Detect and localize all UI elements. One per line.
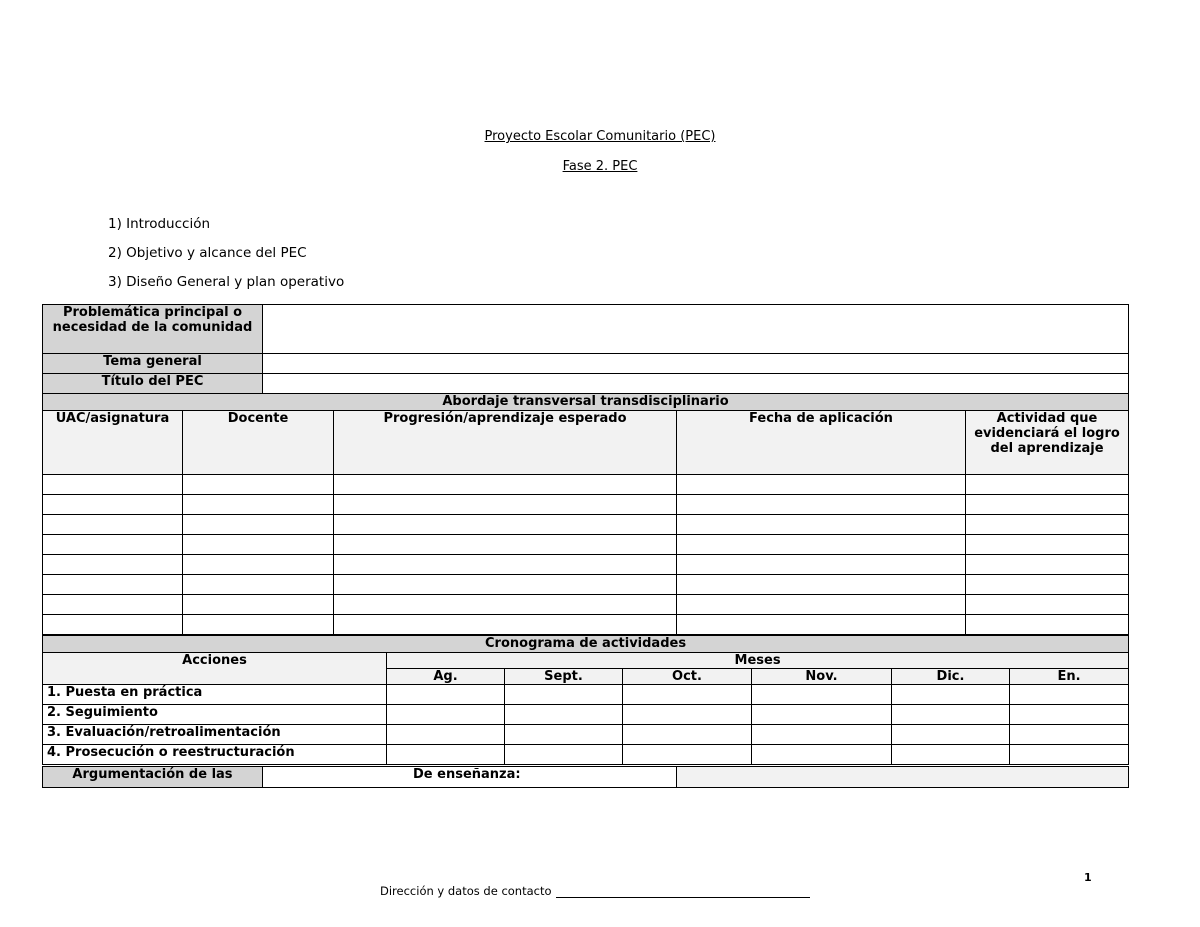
teacher-cell[interactable] (183, 555, 334, 575)
topic-field[interactable] (263, 354, 1129, 374)
month-cell[interactable] (752, 745, 892, 765)
month-cell[interactable] (623, 705, 752, 725)
contact-footer (380, 884, 810, 898)
month-nov: Nov. (752, 669, 892, 685)
uac-cell[interactable] (43, 515, 183, 535)
month-cell[interactable] (1010, 705, 1129, 725)
activity-cell[interactable] (966, 535, 1129, 555)
table-row (43, 705, 1129, 725)
section-objective: 2) Objetivo y alcance del PEC (108, 245, 307, 261)
col-activity: Actividad que evidenciará el logro del aprendizaje (966, 411, 1129, 475)
table-row (43, 725, 1129, 745)
activity-cell[interactable] (966, 555, 1129, 575)
activity-cell[interactable] (966, 595, 1129, 615)
teacher-cell[interactable] (183, 575, 334, 595)
progression-cell[interactable] (334, 495, 677, 515)
col-teacher: Docente (183, 411, 334, 475)
date-cell[interactable] (677, 515, 966, 535)
month-dec: Dic. (892, 669, 1010, 685)
progression-cell[interactable] (334, 615, 677, 635)
document-subtitle: Fase 2. PEC (562, 159, 638, 174)
date-cell[interactable] (677, 535, 966, 555)
pec-title-field[interactable] (263, 374, 1129, 394)
month-cell[interactable] (892, 685, 1010, 705)
month-cell[interactable] (387, 725, 505, 745)
month-cell[interactable] (387, 745, 505, 765)
month-aug: Ag. (387, 669, 505, 685)
action-label: 1. Puesta en práctica (43, 685, 387, 705)
month-cell[interactable] (505, 725, 623, 745)
action-label: 4. Prosecución o reestructuración (43, 745, 387, 765)
date-cell[interactable] (677, 615, 966, 635)
uac-cell[interactable] (43, 495, 183, 515)
teacher-cell[interactable] (183, 615, 334, 635)
page-number: 1 (1084, 871, 1092, 884)
document-title: Proyecto Escolar Comunitario (PEC) (484, 129, 716, 144)
col-date: Fecha de aplicación (677, 411, 966, 475)
table-row (43, 685, 1129, 705)
table-row (43, 535, 1129, 555)
month-cell[interactable] (752, 685, 892, 705)
progression-cell[interactable] (334, 475, 677, 495)
table-row (43, 555, 1129, 575)
month-cell[interactable] (1010, 725, 1129, 745)
table-row (43, 475, 1129, 495)
teacher-cell[interactable] (183, 475, 334, 495)
uac-cell[interactable] (43, 555, 183, 575)
months-header: Meses (387, 653, 1129, 669)
transversal-heading: Abordaje transversal transdisciplinario (43, 394, 1129, 411)
month-cell[interactable] (1010, 685, 1129, 705)
action-label: 3. Evaluación/retroalimentación (43, 725, 387, 745)
col-progression: Progresión/aprendizaje esperado (334, 411, 677, 475)
month-cell[interactable] (505, 705, 623, 725)
uac-cell[interactable] (43, 595, 183, 615)
table-row (43, 495, 1129, 515)
teacher-cell[interactable] (183, 515, 334, 535)
argument-table (42, 766, 1129, 788)
date-cell[interactable] (677, 475, 966, 495)
section-design: 3) Diseño General y plan operativo (108, 274, 345, 290)
section-introduction: 1) Introducción (108, 216, 211, 232)
date-cell[interactable] (677, 595, 966, 615)
month-cell[interactable] (623, 725, 752, 745)
uac-cell[interactable] (43, 575, 183, 595)
argument-label: Argumentación de las (43, 767, 263, 788)
schedule-heading: Cronograma de actividades (43, 636, 1129, 653)
month-oct: Oct. (623, 669, 752, 685)
month-cell[interactable] (623, 745, 752, 765)
action-label: 2. Seguimiento (43, 705, 387, 725)
month-sep: Sept. (505, 669, 623, 685)
table-row (43, 575, 1129, 595)
activity-cell[interactable] (966, 495, 1129, 515)
month-cell[interactable] (387, 685, 505, 705)
activity-cell[interactable] (966, 575, 1129, 595)
month-cell[interactable] (1010, 745, 1129, 765)
progression-cell[interactable] (334, 575, 677, 595)
col-uac: UAC/asignatura (43, 411, 183, 475)
contact-line (556, 885, 810, 898)
teacher-cell[interactable] (183, 595, 334, 615)
schedule-table (42, 635, 1129, 765)
pec-title-label: Título del PEC (43, 374, 263, 394)
activity-cell[interactable] (966, 475, 1129, 495)
progression-cell[interactable] (334, 555, 677, 575)
teaching-field[interactable] (677, 767, 1129, 788)
table-row (43, 595, 1129, 615)
uac-cell[interactable] (43, 475, 183, 495)
month-cell[interactable] (387, 705, 505, 725)
teacher-cell[interactable] (183, 495, 334, 515)
month-cell[interactable] (752, 725, 892, 745)
month-cell[interactable] (505, 685, 623, 705)
activity-cell[interactable] (966, 515, 1129, 535)
month-jan: En. (1010, 669, 1129, 685)
activity-cell[interactable] (966, 615, 1129, 635)
date-cell[interactable] (677, 495, 966, 515)
month-cell[interactable] (892, 725, 1010, 745)
teaching-label: De enseñanza: (263, 767, 677, 788)
pec-plan-table (42, 304, 1129, 635)
table-row (43, 515, 1129, 535)
progression-cell[interactable] (334, 515, 677, 535)
table-row (43, 745, 1129, 765)
uac-cell[interactable] (43, 535, 183, 555)
problem-label: Problemática principal o necesidad de la comunidad (43, 305, 263, 354)
actions-header: Acciones (43, 653, 387, 685)
progression-cell[interactable] (334, 535, 677, 555)
topic-label: Tema general (43, 354, 263, 374)
problem-field[interactable] (263, 305, 1129, 354)
date-cell[interactable] (677, 555, 966, 575)
month-cell[interactable] (892, 745, 1010, 765)
teacher-cell[interactable] (183, 535, 334, 555)
contact-label: Dirección y datos de contacto (380, 884, 552, 898)
month-cell[interactable] (505, 745, 623, 765)
uac-cell[interactable] (43, 615, 183, 635)
month-cell[interactable] (623, 685, 752, 705)
progression-cell[interactable] (334, 595, 677, 615)
date-cell[interactable] (677, 575, 966, 595)
month-cell[interactable] (892, 705, 1010, 725)
table-row (43, 615, 1129, 635)
month-cell[interactable] (752, 705, 892, 725)
